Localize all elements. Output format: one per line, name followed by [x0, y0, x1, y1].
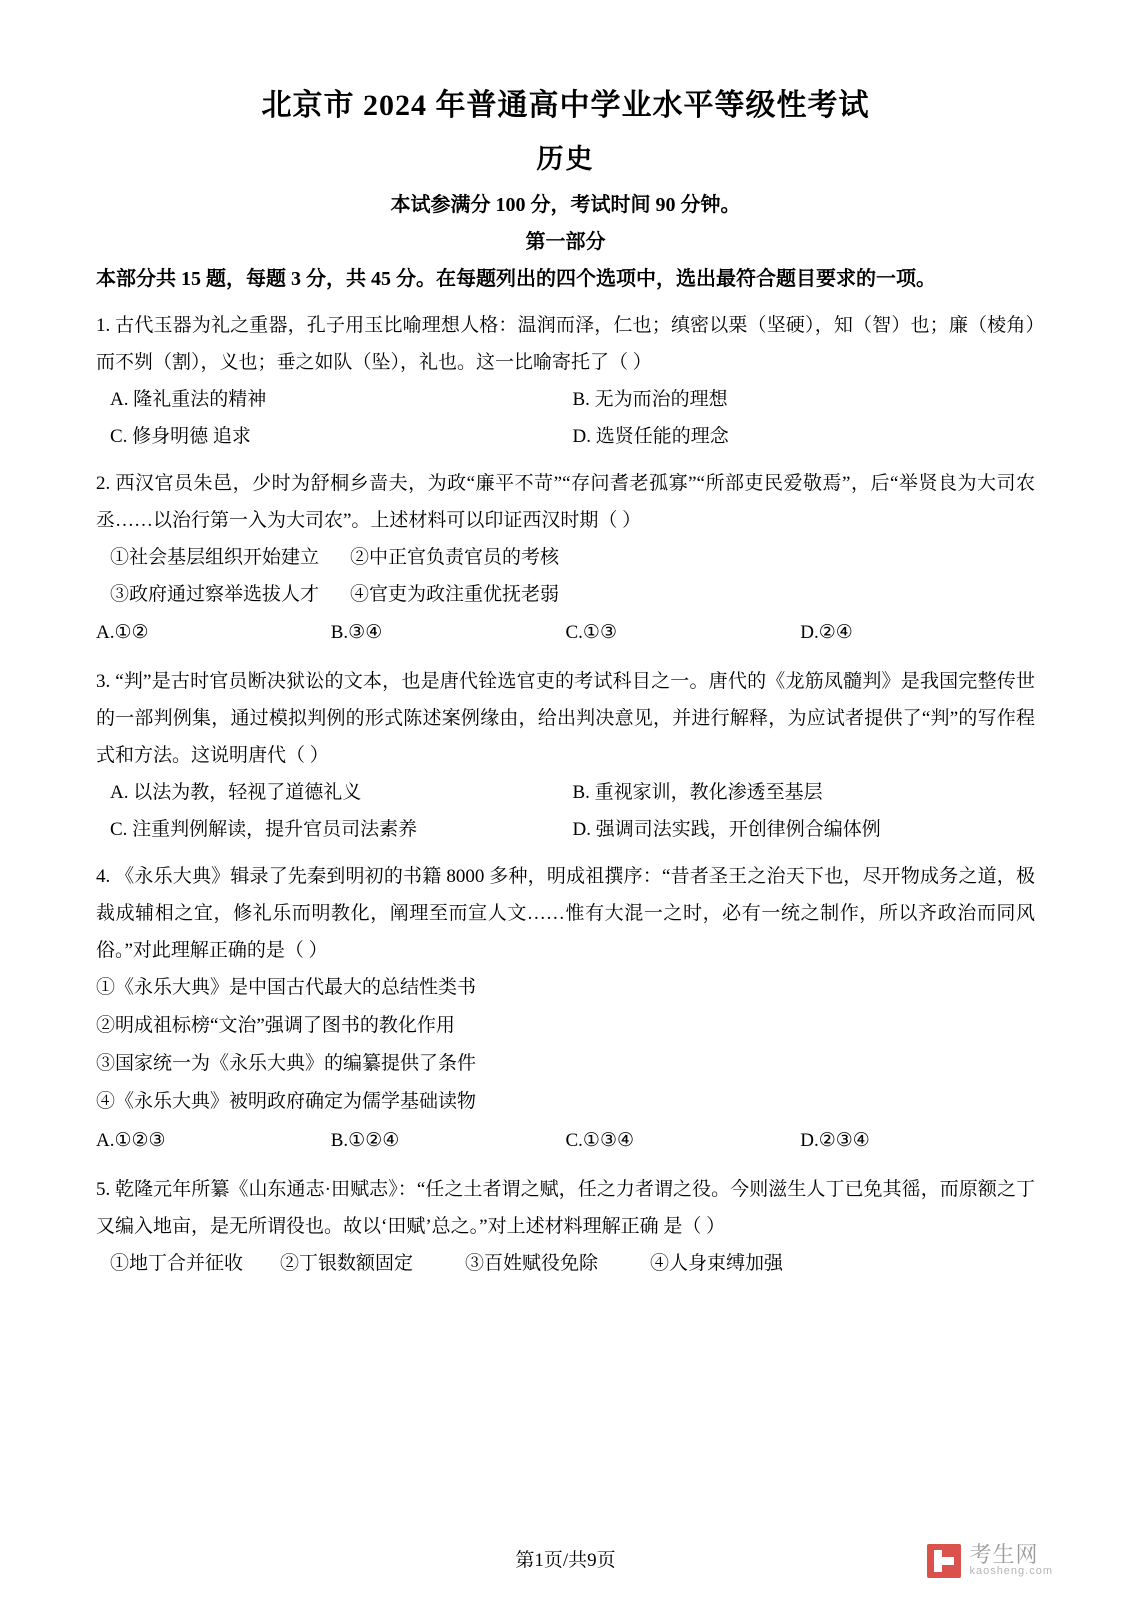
question-options [96, 774, 1035, 811]
watermark [927, 1543, 1053, 1578]
statement-1: ①地丁合并征收 [110, 1253, 244, 1275]
option-c[interactable]: C.①③④ [565, 1130, 635, 1152]
option-d[interactable]: D. 强调司法实践，开创律例合编体例 [572, 818, 881, 840]
question-options [96, 418, 1035, 455]
watermark-logo-icon [927, 1544, 961, 1578]
score-time-line: 本试参满分 100 分，考试时间 90 分钟。 [390, 193, 741, 216]
page-footer: 第1页/共9页 [515, 1550, 616, 1571]
question-stem: 5. 乾隆元年所纂《山东通志·田赋志》：“任之土者谓之赋，任之力者谓之役。今则滋生人丁已免其徭，而原额之丁又编入地亩，是无所谓役也。故以‘田赋’总之。”对上述材料理解正确 是（ ） [96, 1179, 1035, 1238]
option-a[interactable]: A.①②③ [96, 1130, 166, 1152]
statement-row [96, 1245, 1035, 1282]
statement-4: ④官吏为政注重优抚老弱 [350, 583, 560, 605]
watermark-text [969, 1543, 1053, 1578]
question-stem: 2. 西汉官员朱邑，少时为舒桐乡啬夫，为政“廉平不苛”“存问耆老孤寡”“所部吏民爱敬焉”，后“举贤良为大司农丞……以治行第一入为大司农”。上述材料可以印证西汉时期（ ） [96, 472, 1035, 531]
question-1 [96, 307, 1035, 455]
statement-1: ①《永乐大典》是中国古代最大的总结性类书 [96, 977, 477, 999]
question-options [96, 1121, 1035, 1161]
statement-4: ④《永乐大典》被明政府确定为儒学基础读物 [96, 1091, 477, 1113]
option-c[interactable]: C. 修身明德 追求 [110, 425, 251, 447]
statement-3: ③政府通过察举选拔人才 [110, 583, 320, 605]
question-2 [96, 465, 1035, 653]
page-title: 北京市 2024 年普通高中学业水平等级性考试 [261, 89, 870, 122]
question-stem: 3. “判”是古时官员断决狱讼的文本，也是唐代铨选官吏的考试科目之一。唐代的《龙筋凤髓判》是我国完整传世的一部判例集，通过模拟判例的形式陈述案例缘由，给出判决意见，并进行解释，为应试者提供了“判”的写作程式和方法。这说明唐代（ ） [96, 670, 1035, 766]
part-heading: 第一部分 [525, 230, 606, 253]
statement-1: ①社会基层组织开始建立 [110, 546, 320, 568]
question-3 [96, 663, 1035, 848]
question-5 [96, 1171, 1035, 1282]
question-options [96, 381, 1035, 418]
statement-2: ②丁银数额固定 [280, 1253, 414, 1275]
option-b[interactable]: B. 重视家训，教化渗透至基层 [572, 781, 823, 803]
option-d[interactable]: D.②③④ [800, 1130, 870, 1152]
option-b[interactable]: B.③④ [330, 621, 383, 643]
section-instruction: 本部分共 15 题，每题 3 分，共 45 分。在每题列出的四个选项中，选出最符合题目要求的一项。 [96, 267, 936, 290]
question-stem: 1. 古代玉器为礼之重器，孔子用玉比喻理想人格：温润而泽，仁也；缜密以栗（坚硬），知（智）也；廉（棱角）而不刿（割），义也；垂之如队（坠），礼也。这一比喻寄托了（ ） [96, 314, 1035, 373]
statement-3: ③国家统一为《永乐大典》的编纂提供了条件 [96, 1053, 477, 1075]
statement-4: ④人身束缚加强 [650, 1253, 784, 1275]
statement-3: ③百姓赋役免除 [465, 1253, 599, 1275]
option-a[interactable]: A. 以法为教，轻视了道德礼义 [110, 781, 362, 803]
option-c[interactable]: C.①③ [565, 621, 617, 643]
option-c[interactable]: C. 注重判例解读，提升官员司法素养 [110, 818, 418, 840]
option-b[interactable]: B. 无为而治的理想 [572, 388, 728, 410]
subject-title: 历史 [536, 143, 595, 174]
statement-2: ②中正官负责官员的考核 [350, 546, 560, 568]
question-stem: 4. 《永乐大典》辑录了先秦到明初的书籍 8000 多种，明成祖撰序：“昔者圣王之治天下也，尽开物成务之道，极裁成辅相之宜，修礼乐而明教化，阐理至而宣人文……惟有大混一之时，必有一统之制作，所以齐政治而同风俗。”对此理解正确的是（ ） [96, 866, 1035, 962]
option-d[interactable]: D. 选贤任能的理念 [572, 425, 729, 447]
question-options [96, 613, 1035, 653]
question-options [96, 811, 1035, 848]
option-a[interactable]: A. 隆礼重法的精神 [110, 388, 267, 410]
watermark-title: 考生网 [969, 1542, 1039, 1568]
statement-row [96, 539, 1035, 576]
statement-row [96, 576, 1035, 613]
option-a[interactable]: A.①② [96, 621, 149, 643]
option-d[interactable]: D.②④ [800, 621, 853, 643]
question-4 [96, 858, 1035, 1161]
watermark-subtitle: kaosheng.com [969, 1565, 1053, 1578]
statement-2: ②明成祖标榜“文治”强调了图书的教化作用 [96, 1015, 455, 1037]
option-b[interactable]: B.①②④ [330, 1130, 400, 1152]
